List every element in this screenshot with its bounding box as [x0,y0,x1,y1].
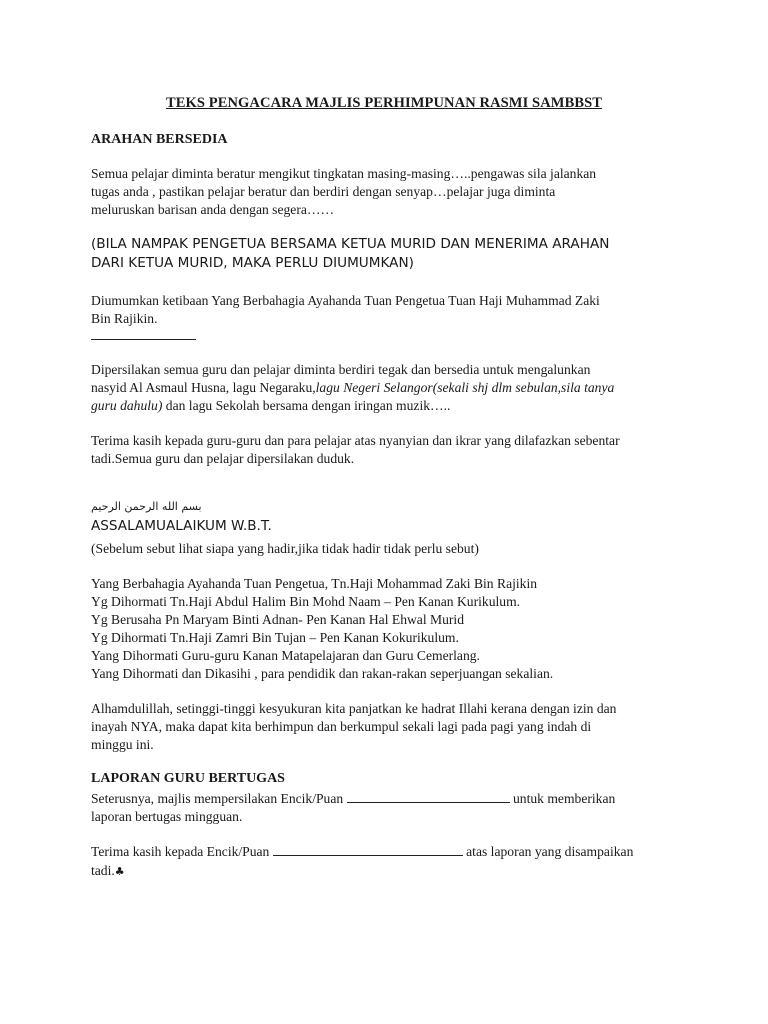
announcement-line: Diumumkan ketibaan Yang Berbahagia Ayahanda Tuan Pengetua Tuan Haji Muhammad Zaki [91,293,600,308]
italic-note: lagu Negeri Selangor(sekali shj dlm sebulan,sila tanya [315,380,615,395]
salutation-line: Yang Berbahagia Ayahanda Tuan Pengetua, Tn.Haji Mohammad Zaki Bin Rajikin [91,576,538,591]
salutation-line: Yang Dihormati Guru-guru Kanan Matapelajaran dan Guru Cemerlang. [91,648,480,663]
salutation-line: Yg Dihormati Tn.Haji Abdul Halim Bin Mohd Naam – Pen Kanan Kurikulum. [91,594,521,609]
paragraph-line: tadi.Semua guru dan pelajar dipersilakan duduk. [91,451,355,466]
text-span: untuk memberikan [509,791,616,806]
club-symbol-icon: ♣ [114,865,125,878]
paragraph-line: Alhamdulillah, setinggi-tinggi kesyukuran kita panjatkan ke hadrat Illahi kerana dengan izin dan [91,701,617,716]
greeting: ASSALAMUALAIKUM W.B.T. [91,518,272,534]
text-span: dan lagu Sekolah bersama dengan iringan muzik….. [162,398,451,413]
salutation-line: Yang Dihormati dan Dikasihi , para pendidik dan rakan-rakan seperjuangan sekalian. [91,666,554,681]
salutation-line: Yg Dihormati Tn.Haji Zamri Bin Tujan – Pen Kanan Kokurikulum. [91,630,459,645]
instruction-note-line: DARI KETUA MURID, MAKA PERLU DIUMUMKAN) [91,255,414,271]
text-span: Seterusnya, majlis mempersilakan Encik/Puan [91,791,347,806]
paragraph-line [91,862,125,881]
paragraph-line: Semua pelajar diminta beratur mengikut tingkatan masing-masing…..pengawas sila jalankan [91,166,597,181]
section-heading-arahan-bersedia: ARAHAN BERSEDIA [91,132,228,147]
document-title: TEKS PENGACARA MAJLIS PERHIMPUNAN RASMI SAMBBST [165,95,603,111]
paragraph-line: laporan bertugas mingguan. [91,809,243,824]
text-span: Terima kasih kepada Encik/Puan [91,844,273,859]
paragraph-line: meluruskan barisan anda dengan segera…… [91,202,335,217]
salutation-line: Yg Berusaha Pn Maryam Binti Adnan- Pen Kanan Hal Ehwal Murid [91,612,465,627]
paragraph-line: minggu ini. [91,737,154,752]
fill-in-blank[interactable] [273,843,463,856]
divider-line [91,339,196,340]
fill-in-blank[interactable] [347,790,510,803]
paragraph-line [91,790,615,808]
paragraph-line [91,843,633,861]
text-span: tadi. [91,863,115,878]
paragraph-line [91,397,450,415]
bismillah-text: بسم الله الرحمن الرحيم [91,500,202,513]
greeting-note: (Sebelum sebut lihat siapa yang hadir,jika tidak hadir tidak perlu sebut) [91,541,479,556]
text-span: nasyid Al Asmaul Husna, lagu Negaraku, [91,380,316,395]
text-span: atas laporan yang disampaikan [462,844,634,859]
announcement-line: Bin Rajikin. [91,311,158,326]
paragraph-line [91,379,614,397]
paragraph-line: inayah NYA, maka dapat kita berhimpun dan berkumpul sekali lagi pada pagi yang indah di [91,719,592,734]
section-heading-laporan-guru-bertugas: LAPORAN GURU BERTUGAS [91,771,285,786]
instruction-note-line: (BILA NAMPAK PENGETUA BERSAMA KETUA MURID DAN MENERIMA ARAHAN [91,236,610,252]
paragraph-line: Terima kasih kepada guru-guru dan para pelajar atas nyanyian dan ikrar yang dilafazkan sebentar [91,433,620,448]
paragraph-line: Dipersilakan semua guru dan pelajar diminta berdiri tegak dan bersedia untuk mengalunkan [91,362,591,377]
italic-note: guru dahulu) [91,398,163,413]
paragraph-line: tugas anda , pastikan pelajar beratur dan berdiri dengan senyap…pelajar juga diminta [91,184,556,199]
